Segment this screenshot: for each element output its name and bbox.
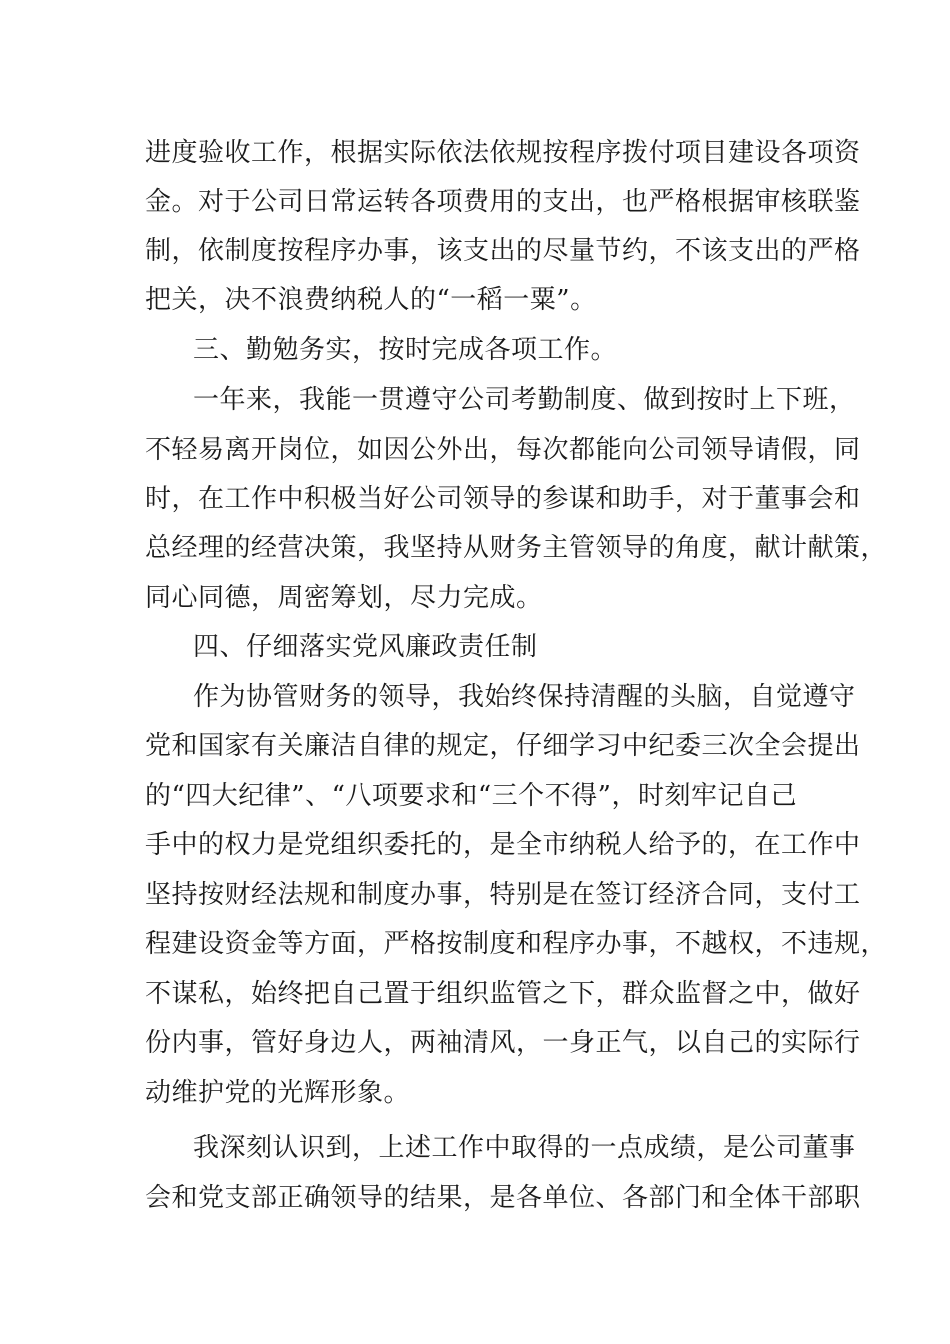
text-line: 时，在工作中积极当好公司领导的参谋和助手，对于董事会和 xyxy=(145,484,861,514)
text-line: 坚持按财经法规和制度办事，特别是在签订经济合同，支付工 xyxy=(145,880,861,910)
text-line: 同心同德，周密筹划，尽力完成。 xyxy=(145,583,543,613)
text-line: 动维护党的光辉形象。 xyxy=(145,1078,411,1108)
text-line: 份内事，管好身边人，两袖清风，一身正气，以自己的实际行 xyxy=(145,1028,861,1058)
text-line: 制，依制度按程序办事，该支出的尽量节约，不该支出的严格 xyxy=(145,236,861,266)
text-line: 总经理的经营决策，我坚持从财务主管领导的角度，献计献策， xyxy=(145,533,888,563)
text-line: 一年来，我能一贯遵守公司考勤制度、做到按时上下班， xyxy=(193,385,856,415)
text-line: 党和国家有关廉洁自律的规定，仔细学习中纪委三次全会提出 xyxy=(145,731,861,761)
section-heading: 三、勤勉务实，按时完成各项工作。 xyxy=(193,335,618,365)
text-line: 作为协管财务的领导，我始终保持清醒的头脑，自觉遵守 xyxy=(193,682,856,712)
text-line: 手中的权力是党组织委托的，是全市纳税人给予的，在工作中 xyxy=(145,830,861,860)
text-line: 的“四大纪律”、“八项要求和“三个不得”，时刻牢记自己 xyxy=(145,781,797,811)
text-line: 不轻易离开岗位，如因公外出，每次都能向公司领导请假，同 xyxy=(145,435,861,465)
text-line: 进度验收工作，根据实际依法依规按程序拨付项目建设各项资 xyxy=(145,138,861,168)
text-line: 会和党支部正确领导的结果，是各单位、各部门和全体干部职 xyxy=(145,1183,861,1213)
text-line: 程建设资金等方面，严格按制度和程序办事，不越权，不违规， xyxy=(145,929,888,959)
section-heading: 四、仔细落实党风廉政责任制 xyxy=(193,632,538,662)
text-line: 不谋私，始终把自己置于组织监管之下，群众监督之中，做好 xyxy=(145,979,861,1009)
text-line: 金。对于公司日常运转各项费用的支出，也严格根据审核联鉴 xyxy=(145,187,861,217)
text-line: 我深刻认识到，上述工作中取得的一点成绩，是公司董事 xyxy=(193,1133,856,1163)
text-line: 把关，决不浪费纳税人的“一稻一粟”。 xyxy=(145,285,597,315)
